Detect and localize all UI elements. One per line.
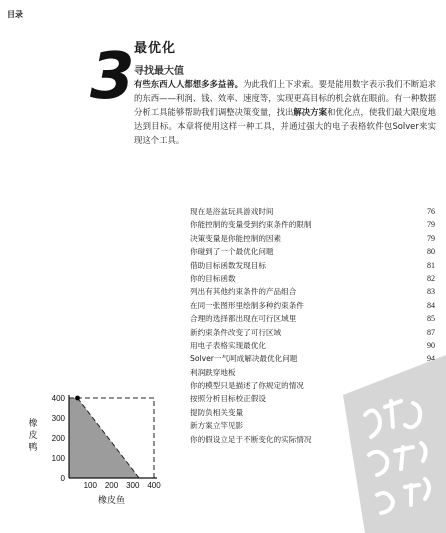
toc-entry-title: 用电子表格实现最优化 (190, 340, 266, 350)
toc-entry-title: 现在是浴盆玩具游戏时间 (190, 207, 274, 216)
x-tick-label: 200 (104, 481, 119, 490)
toc-entry-page: 87 (427, 327, 435, 337)
toc-entry-title: 合理的选择都出现在可行区域里 (190, 314, 297, 324)
toc-entry-title: 你能控制的变量受到约束条件的限制 (190, 220, 312, 230)
chapter-intro (134, 77, 436, 147)
toc-entry[interactable] (190, 272, 435, 285)
toc-entry[interactable] (190, 245, 435, 258)
watermark-shape (343, 355, 446, 533)
intro-bold-2: 解决方案 (293, 107, 327, 117)
toc-entry-page: 82 (427, 273, 435, 283)
toc-entry[interactable] (190, 299, 435, 312)
x-tick-label: 400 (147, 481, 161, 490)
toc-entry[interactable] (190, 259, 435, 272)
y-tick-label: 200 (51, 434, 65, 443)
y-tick-label: 100 (51, 454, 65, 463)
toc-entry-title: 利润跌穿地板 (190, 367, 236, 377)
toc-entry-page: 90 (427, 340, 435, 350)
toc-entry-page: 79 (427, 233, 435, 243)
toc-entry-page: 83 (427, 287, 435, 297)
toc-entry-page: 76 (427, 207, 435, 216)
intro-text-2: 和优化点，使我们最大限度地达到目标。本章将使用这样一种工具，并通过强大的电子表格软件包Solver来实现这个工具。 (134, 107, 437, 145)
y-axis-label: 橡 (28, 419, 38, 429)
toc-entry[interactable] (190, 312, 435, 325)
toc-entry-title: 列出有其他约束条件的产品组合 (190, 287, 297, 297)
toc-entry-page: 94 (427, 354, 435, 364)
toc-entry[interactable] (190, 218, 435, 231)
toc-entry-title: Solver一气呵成解决最优化问题 (190, 354, 298, 364)
chapter-subtitle: 寻找最大值 (134, 66, 184, 77)
y-tick-label: 400 (51, 394, 65, 403)
toc-entry-page: 80 (427, 247, 435, 257)
toc-entry-title: 你的目标函数 (190, 273, 236, 283)
x-axis-label: 橡皮鱼 (97, 496, 126, 506)
chapter-title: 最优化 (134, 41, 177, 56)
toc-entry[interactable] (190, 205, 435, 218)
toc-entry-title: 新约束条件改变了可行区域 (190, 327, 282, 337)
toc-entry[interactable] (190, 232, 435, 245)
toc-entry[interactable] (190, 326, 435, 339)
stamp-background (343, 355, 446, 533)
y-tick-label: 300 (51, 414, 65, 423)
intro-text-1: 为此我们上下求索。要是能用数字表示我们不断追求的东西——利润、钱、效率、速度等，实现更高目标的机会就在眼前。有一种数据分析工具能够帮助我们调整决策变量，找出 (134, 79, 437, 117)
toc-entry-title: 按照分析目标校正假设 (190, 394, 266, 404)
toc-entry-page: 79 (427, 220, 435, 230)
toc-entry-title: 提防负相关变量 (190, 407, 244, 417)
optimum-point (75, 396, 80, 401)
toc-entry-title: 借助目标函数发现目标 (190, 260, 266, 270)
y-axis-label: 皮 (28, 431, 38, 441)
toc-entry-title: 你碰到了一个最优化问题 (190, 247, 274, 257)
y-tick-label: 0 (60, 474, 65, 483)
toc-entry-title: 你的模型只是描述了你规定的情况 (190, 381, 304, 391)
x-tick-label: 100 (83, 481, 97, 490)
feasible-region-chart (6, 388, 166, 518)
toc-header-label: 目录 (7, 10, 23, 19)
toc-entry[interactable] (190, 339, 435, 352)
intro-bold-1: 有些东西人人都想多多益善。 (134, 79, 244, 89)
watermark-stamp (325, 355, 446, 533)
x-tick-label: 300 (126, 481, 140, 490)
toc-entry-page: 84 (427, 300, 435, 310)
toc-entry-title: 决策变量是你能控制的因素 (190, 233, 282, 243)
toc-entry-page: 81 (427, 260, 435, 270)
toc-entry[interactable] (190, 285, 435, 298)
toc-entry-page: 85 (427, 314, 435, 324)
toc-entry-title: 你的假设立足于不断变化的实际情况 (190, 434, 312, 444)
toc-entry-title: 在同一张图形里绘制多种约束条件 (190, 300, 304, 310)
chapter-number: 3 (90, 40, 135, 114)
toc-entry-title: 新方案立竿见影 (190, 421, 244, 431)
y-axis-label: 鸭 (28, 443, 38, 453)
